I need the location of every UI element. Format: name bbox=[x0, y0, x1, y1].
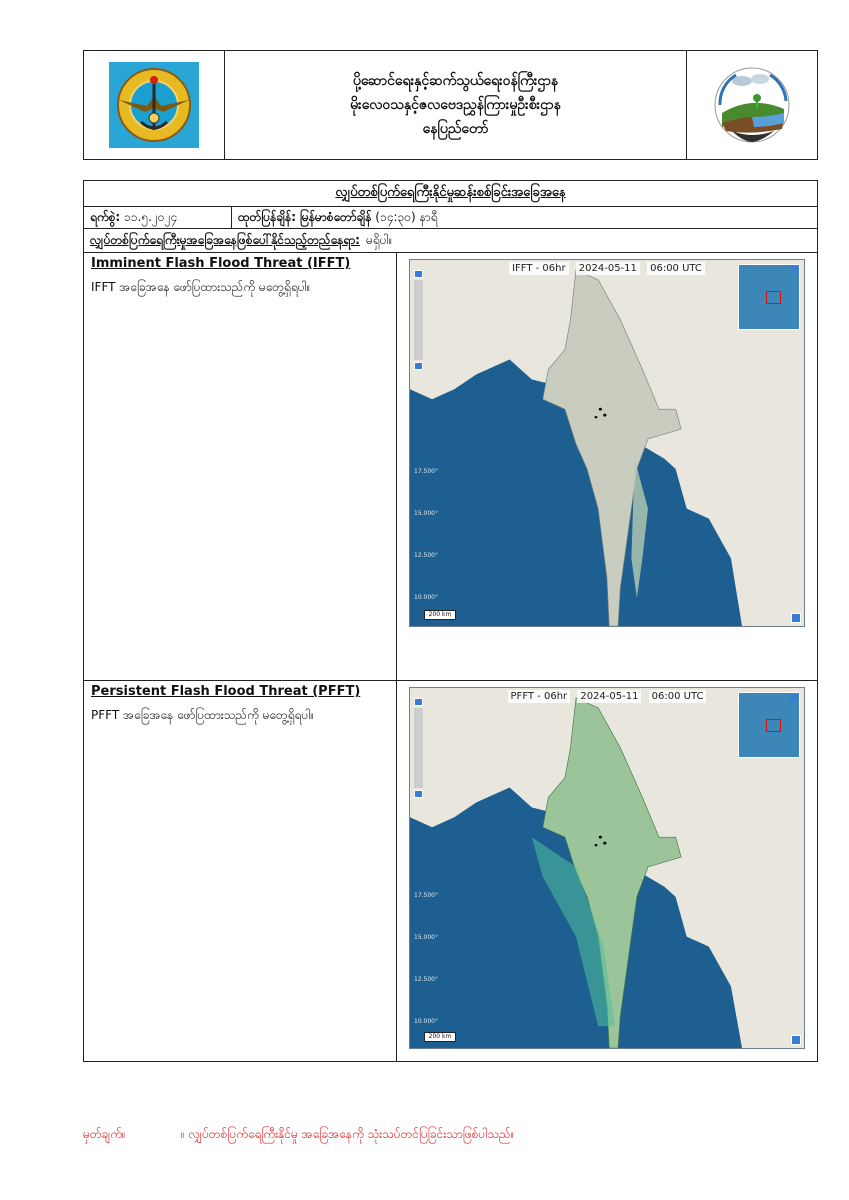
zoom-out-button[interactable] bbox=[414, 790, 423, 798]
issue-time-label: ထုတ်ပြန်ချိန်: bbox=[238, 209, 297, 224]
ifft-section bbox=[84, 253, 817, 681]
lat-label: 10.000° bbox=[414, 594, 438, 601]
locations-row bbox=[84, 229, 817, 253]
lat-label: 17.500° bbox=[414, 468, 438, 475]
info-button[interactable] bbox=[791, 613, 801, 623]
header-title bbox=[225, 51, 686, 159]
date-label: ရက်စွဲ: bbox=[90, 209, 121, 224]
locations-value: မရှိပါ။ bbox=[365, 232, 393, 247]
zoom-in-button[interactable] bbox=[414, 270, 423, 278]
ifft-map-date: 2024-05-11 bbox=[576, 262, 640, 275]
ifft-map-product: IFFT - 06hr bbox=[509, 262, 569, 275]
pfft-map-product: PFFT - 06hr bbox=[508, 690, 571, 703]
lat-label: 15.000° bbox=[414, 510, 438, 517]
overview-extent-box bbox=[766, 719, 781, 732]
header-line-1: ပို့ဆောင်ရေးနှင့်ဆက်သွယ်ရေးဝန်ကြီးဌာန bbox=[352, 72, 559, 89]
pfft-text-cell bbox=[84, 681, 397, 1061]
ifft-text-cell bbox=[84, 253, 397, 680]
ifft-map-cell bbox=[397, 253, 817, 680]
flash-flood-report bbox=[83, 180, 818, 1062]
issue-time-value: (၁၄:၃၀) နာရီ bbox=[375, 209, 438, 224]
lat-label: 12.500° bbox=[414, 976, 438, 983]
zoom-slider[interactable] bbox=[414, 280, 423, 360]
locations-label: လျှပ်တစ်ပြက်ရေကြီးမှုအခြေအနေဖြစ်ပေါ်နိုင်သည့်တည်နေရာ: bbox=[90, 232, 360, 247]
lat-label: 12.500° bbox=[414, 552, 438, 559]
report-title: လျှပ်တစ်ပြက်ရေကြီးနိုင်မှုဆန်းစစ်ခြင်းအခြေအနေ bbox=[335, 185, 566, 200]
document-header bbox=[83, 50, 818, 160]
report-meta-row bbox=[84, 207, 817, 229]
note-text: ။ လျှပ်တစ်ပြက်ရေကြီးနိုင်မှု အခြေအနေကို သုံးသပ်တင်ပြခြင်းသာဖြစ်ပါသည်။ bbox=[181, 1127, 515, 1141]
pfft-map-date: 2024-05-11 bbox=[577, 690, 641, 703]
overview-toggle-button[interactable] bbox=[791, 694, 798, 701]
pfft-map-cell bbox=[397, 681, 817, 1061]
date-value: ၁၁.၅.၂၀၂၄ bbox=[124, 209, 178, 224]
ifft-map-time: 06:00 UTC bbox=[647, 262, 705, 275]
pfft-heading: Persistent Flash Flood Threat (PFFT) bbox=[91, 684, 361, 699]
lat-label: 17.500° bbox=[414, 892, 438, 899]
pfft-map[interactable] bbox=[409, 687, 805, 1049]
ifft-description: IFFT အခြေအနေ ဖော်ပြထားသည်ကို မတွေ့ရှိရပါ။ bbox=[91, 280, 311, 294]
ministry-emblem-icon bbox=[107, 60, 201, 150]
pfft-map-time: 06:00 UTC bbox=[649, 690, 707, 703]
ifft-zoom-control[interactable] bbox=[414, 270, 423, 375]
header-line-3: နေပြည်တော် bbox=[422, 120, 489, 137]
ifft-map[interactable] bbox=[409, 259, 805, 627]
zoom-in-button[interactable] bbox=[414, 698, 423, 706]
ifft-overview-map[interactable] bbox=[738, 264, 800, 330]
ifft-heading: Imminent Flash Flood Threat (IFFT) bbox=[91, 256, 351, 271]
pfft-description: PFFT အခြေအနေ ဖော်ပြထားသည်ကို မတွေ့ရှိရပါ။ bbox=[91, 708, 314, 722]
note-label: မှတ်ချက်။ bbox=[83, 1127, 126, 1141]
header-line-2: မိုးလေဝသနှင့်ဇလဗေဒညွှန်ကြားမှုဦးစီးဌာန bbox=[350, 96, 561, 113]
issue-time-zone: မြန်မာစံတော်ချိန် bbox=[299, 209, 372, 224]
hydrology-cycle-icon bbox=[712, 65, 792, 145]
date-cell bbox=[84, 207, 232, 228]
issue-time-cell bbox=[232, 209, 817, 227]
report-title-row bbox=[84, 181, 817, 207]
footer-note bbox=[83, 1126, 818, 1144]
zoom-slider[interactable] bbox=[414, 708, 423, 788]
zoom-out-button[interactable] bbox=[414, 362, 423, 370]
lat-label: 10.000° bbox=[414, 1018, 438, 1025]
info-button[interactable] bbox=[791, 1035, 801, 1045]
pfft-overview-map[interactable] bbox=[738, 692, 800, 758]
hydrology-logo-cell bbox=[686, 51, 817, 159]
ministry-logo-cell bbox=[84, 51, 225, 159]
overview-toggle-button[interactable] bbox=[791, 266, 798, 273]
overview-extent-box bbox=[766, 291, 781, 304]
pfft-section bbox=[84, 681, 817, 1061]
pfft-zoom-control[interactable] bbox=[414, 698, 423, 803]
lat-label: 15.000° bbox=[414, 934, 438, 941]
scale-bar: 200 km bbox=[424, 610, 456, 620]
scale-bar: 200 km bbox=[424, 1032, 456, 1042]
